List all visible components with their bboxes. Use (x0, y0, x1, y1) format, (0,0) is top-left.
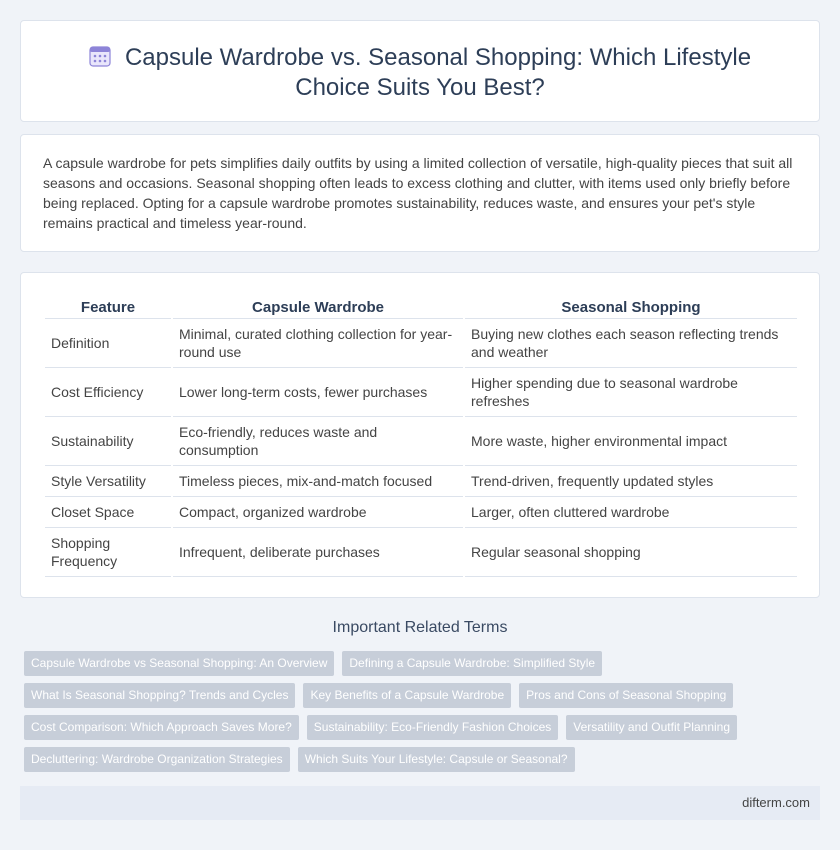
feature-cell: Style Versatility (45, 466, 171, 497)
capsule-cell: Eco-friendly, reduces waste and consumption (173, 417, 463, 466)
table-row (45, 368, 797, 417)
page-title: Capsule Wardrobe vs. Seasonal Shopping: Which Lifestyle Choice Suits You Best? (124, 44, 752, 101)
feature-cell: Sustainability (45, 417, 171, 466)
table-header-row (45, 295, 797, 319)
header-seasonal-shopping: Seasonal Shopping (465, 295, 797, 319)
related-term-tag[interactable]: Versatility and Outfit Planning (566, 715, 737, 740)
table-row (45, 497, 797, 528)
capsule-cell: Compact, organized wardrobe (173, 497, 463, 528)
capsule-cell: Infrequent, deliberate purchases (173, 528, 463, 577)
seasonal-cell: Buying new clothes each season reflecting trends and weather (465, 319, 797, 368)
table-row (45, 319, 797, 368)
related-term-tag[interactable]: Capsule Wardrobe vs Seasonal Shopping: An Overview (24, 651, 334, 676)
capsule-cell: Timeless pieces, mix-and-match focused (173, 466, 463, 497)
related-terms-list (24, 651, 784, 779)
footer (20, 786, 820, 820)
comparison-table (43, 295, 799, 577)
related-terms-heading: Important Related Terms (332, 619, 508, 636)
related-term-tag[interactable]: Sustainability: Eco-Friendly Fashion Choices (307, 715, 558, 740)
related-term-tag[interactable]: Cost Comparison: Which Approach Saves More? (24, 715, 299, 740)
related-term-tag[interactable]: Key Benefits of a Capsule Wardrobe (303, 683, 511, 708)
feature-cell: Shopping Frequency (45, 528, 171, 577)
title-card (20, 20, 820, 122)
feature-cell: Cost Efficiency (45, 368, 171, 417)
comparison-table-card (20, 272, 820, 598)
capsule-cell: Minimal, curated clothing collection for year-round use (173, 319, 463, 368)
related-term-tag[interactable]: Decluttering: Wardrobe Organization Strategies (24, 747, 290, 772)
seasonal-cell: Trend-driven, frequently updated styles (465, 466, 797, 497)
seasonal-cell: More waste, higher environmental impact (465, 417, 797, 466)
feature-cell: Definition (45, 319, 171, 368)
seasonal-cell: Larger, often cluttered wardrobe (465, 497, 797, 528)
header-capsule-wardrobe: Capsule Wardrobe (173, 295, 463, 319)
related-term-tag[interactable]: What Is Seasonal Shopping? Trends and Cycles (24, 683, 295, 708)
related-term-tag[interactable]: Defining a Capsule Wardrobe: Simplified Style (342, 651, 602, 676)
table-row (45, 466, 797, 497)
seasonal-cell: Higher spending due to seasonal wardrobe refreshes (465, 368, 797, 417)
calendar-grid-icon (89, 45, 111, 67)
feature-cell: Closet Space (45, 497, 171, 528)
capsule-cell: Lower long-term costs, fewer purchases (173, 368, 463, 417)
intro-card (20, 134, 820, 252)
table-row (45, 528, 797, 577)
footer-brand[interactable]: difterm.com (742, 795, 810, 810)
related-term-tag[interactable]: Pros and Cons of Seasonal Shopping (519, 683, 733, 708)
table-row (45, 417, 797, 466)
header-feature: Feature (45, 295, 171, 319)
related-term-tag[interactable]: Which Suits Your Lifestyle: Capsule or Seasonal? (298, 747, 575, 772)
page-title-wrap (21, 43, 819, 103)
intro-paragraph: A capsule wardrobe for pets simplifies daily outfits by using a limited collection of versatile, high-quality pieces that suit all seasons and occasions. Seasonal shopping often leads to excess clothing and clutter, with items used only briefly before being replaced. Opting for a capsule wardrobe promotes sustainability, reduces waste, and ensures your pet's style remains practical and timeless year-round. (43, 155, 793, 231)
seasonal-cell: Regular seasonal shopping (465, 528, 797, 577)
